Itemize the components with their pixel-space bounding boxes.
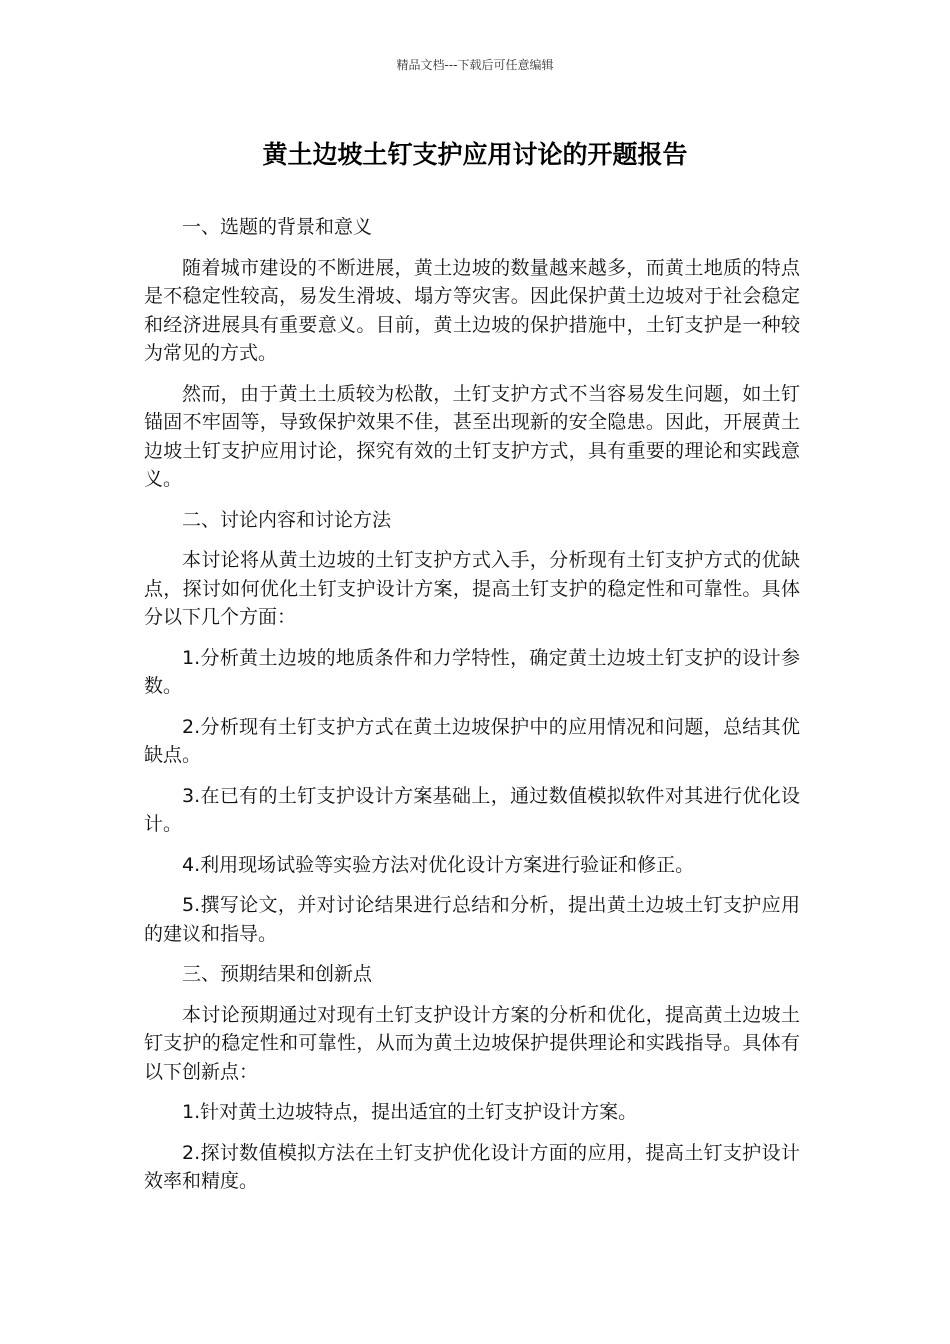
paragraph-background-1: 随着城市建设的不断进展，黄土边坡的数量越来越多，而黄土地质的特点是不稳定性较高，易发生滑坡、塌方等灾害。因此保护黄土边坡对于社会稳定和经济进展具有重要意义。目前，黄土边坡的保护措施中，土钉支护是一种较为常见的方式。 [144,256,800,364]
paragraph-background-2: 然而，由于黄土土质较为松散，土钉支护方式不当容易发生问题，如土钉锚固不牢固等，导致保护效果不佳，甚至出现新的安全隐患。因此，开展黄土边坡土钉支护应用讨论，探究有效的土钉支护方式，具有重要的理论和实践意义。 [144,382,800,490]
document-title: 黄土边坡土钉支护应用讨论的开题报告 [262,140,688,169]
paragraph-content-intro: 本讨论将从黄土边坡的土钉支护方式入手，分析现有土钉支护方式的优缺点，探讨如何优化土钉支护设计方案，提高土钉支护的稳定性和可靠性。具体分以下几个方面： [144,549,800,628]
section-heading-content-method: 二、讨论内容和讨论方法 [182,508,392,531]
document-body [144,213,800,1208]
list-item-content-4: 4.利用现场试验等实验方法对优化设计方案进行验证和修正。 [182,853,695,876]
list-item-content-5: 5.撰写论文，并对讨论结果进行总结和分析，提出黄土边坡土钉支护应用的建议和指导。 [144,894,800,945]
list-item-content-2: 2.分析现有土钉支护方式在黄土边坡保护中的应用情况和问题，总结其优缺点。 [144,715,800,766]
list-item-content-1: 1.分析黄土边坡的地质条件和力学特性，确定黄土边坡土钉支护的设计参数。 [144,646,800,697]
section-heading-background: 一、选题的背景和意义 [182,216,373,238]
list-item-innovation-1: 1.针对黄土边坡特点，提出适宜的土钉支护设计方案。 [182,1101,638,1123]
page-header: 精品文档---下载后可任意编辑 [396,58,554,72]
list-item-innovation-2: 2.探讨数值模拟方法在土钉支护优化设计方面的应用，提高土钉支护设计效率和精度。 [144,1141,800,1192]
paragraph-expected-results: 本讨论预期通过对现有土钉支护设计方案的分析和优化，提高黄土边坡土钉支护的稳定性和可靠性，从而为黄土边坡保护提供理论和实践指导。具体有以下创新点： [144,1003,800,1083]
list-item-content-3: 3.在已有的土钉支护设计方案基础上，通过数值模拟软件对其进行优化设计。 [144,784,800,835]
section-heading-expected-results: 三、预期结果和创新点 [182,963,373,985]
